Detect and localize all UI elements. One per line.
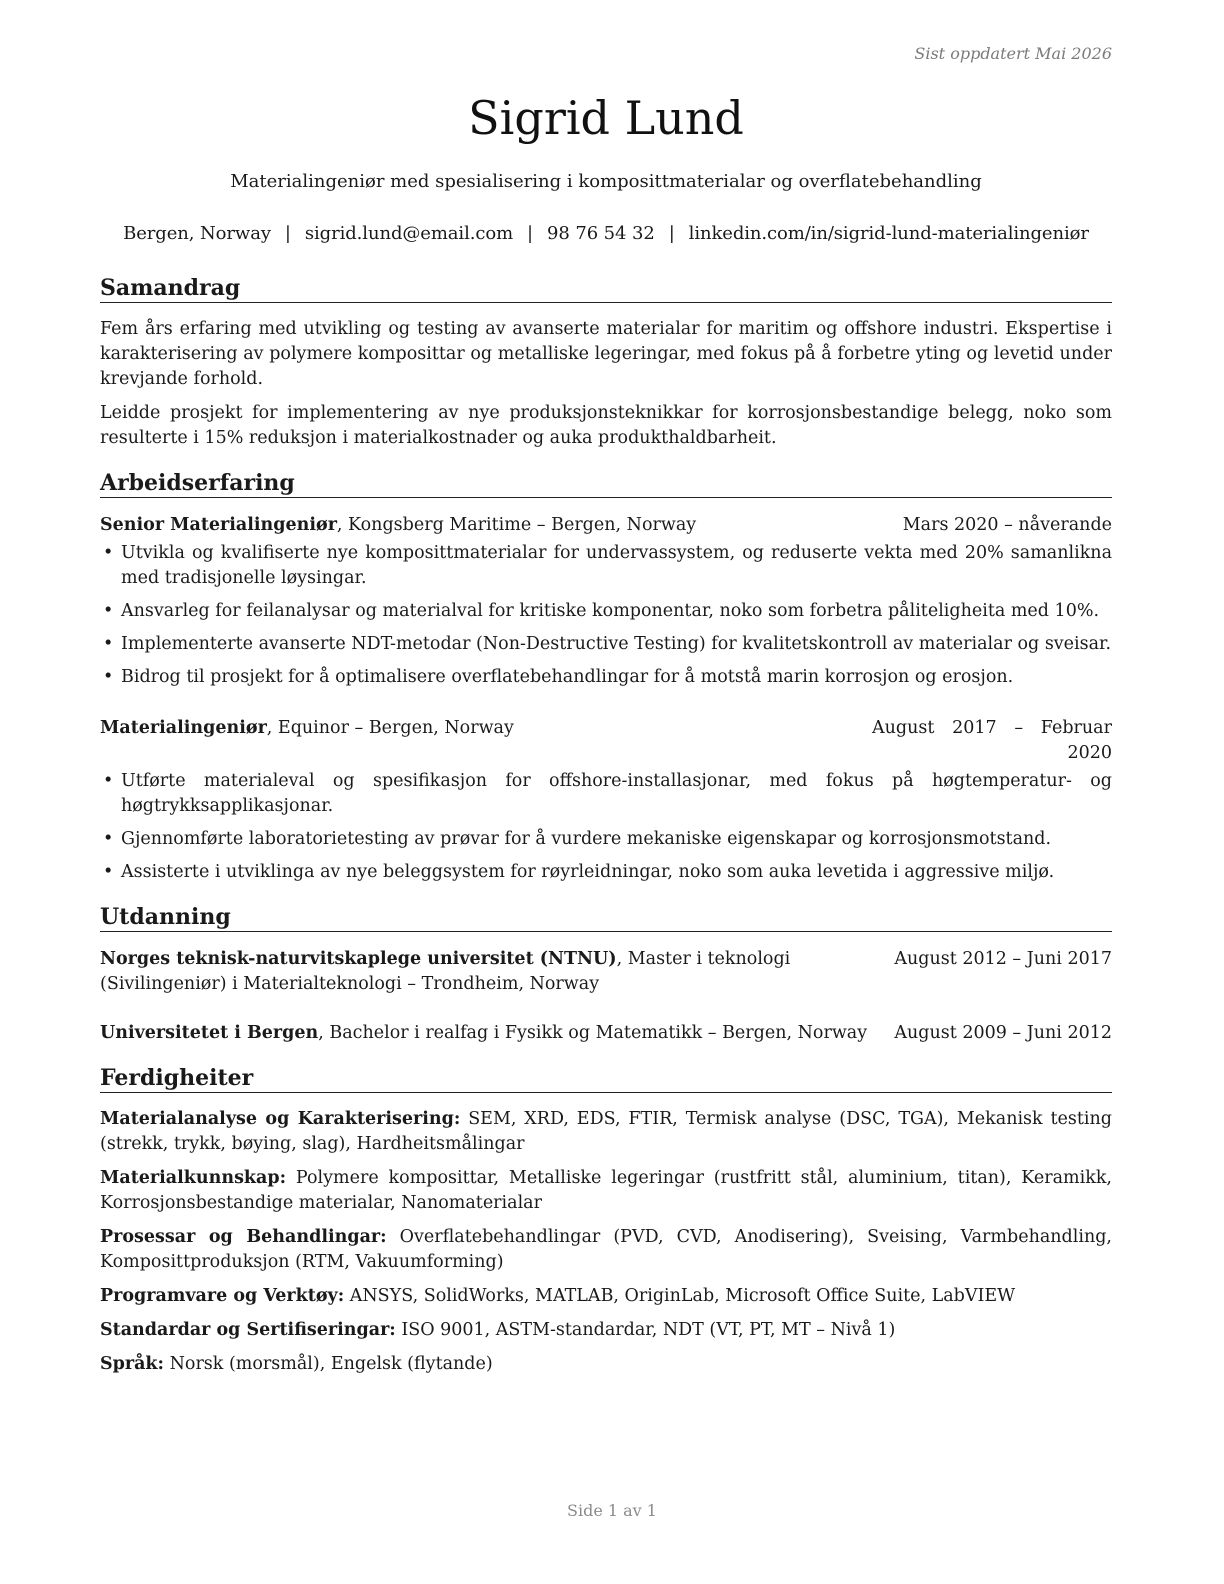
skill-value: Polymere komposittar, Metalliske legeringar (rustfritt stål, aluminium, titan), Keramikk, Korrosjonsbestandige materialar, Nanomaterialar <box>100 1168 1112 1213</box>
skill-label: Prosessar og Behandlingar: <box>100 1227 387 1247</box>
list-item: • Bidrog til prosjekt for å optimalisere overflatebehandlingar for å motstå marin korrosjon og erosjon. <box>100 665 1112 690</box>
job-org: , Equinor – Bergen, Norway <box>266 718 514 738</box>
list-item: • Utførte materialeval og spesifikasjon for offshore-installasjonar, med fokus på høgtemperatur- og høgtrykksapplikasjonar. <box>100 769 1112 819</box>
section-heading-experience: Arbeidserfaring <box>100 469 1112 498</box>
candidate-name: Sigrid Lund <box>468 91 744 145</box>
list-item: • Gjennomførte laboratorietesting av prøvar for å vurdere mekaniske eigenskapar og korrosjonsmotstand. <box>100 827 1112 852</box>
skill-value: ANSYS, SolidWorks, MATLAB, OriginLab, Microsoft Office Suite, LabVIEW <box>344 1286 1016 1306</box>
contact-linkedin[interactable]: linkedin.com/in/sigrid-lund-materialingeniør <box>688 223 1089 244</box>
degree-detail: , Bachelor i realfag i Fysikk og Matematikk – Bergen, Norway <box>318 1023 868 1043</box>
skill-label: Programvare og Verktøy: <box>100 1286 345 1306</box>
education-item <box>100 947 1112 997</box>
contact-line <box>100 222 1112 246</box>
skill-row <box>100 1107 1112 1157</box>
section-heading-education: Utdanning <box>100 903 1112 932</box>
summary-section <box>100 274 1112 451</box>
summary-paragraph: Leidde prosjekt for implementering av nye produksjonsteknikkar for korrosjonsbestandige belegg, noko som resulterte i 15% reduksjon i materialkostnader og auka produkthaldbarheit. <box>100 403 1112 448</box>
contact-email[interactable]: sigrid.lund@email.com <box>304 223 514 244</box>
contact-separator: | <box>668 223 675 244</box>
job-date: Mars 2020 – nåverande <box>902 515 1112 535</box>
job-bullets <box>100 769 1112 885</box>
skill-label: Materialanalyse og Karakterisering: <box>100 1109 461 1129</box>
contact-separator: | <box>527 223 534 244</box>
skill-label: Standardar og Sertifiseringar: <box>100 1320 396 1340</box>
degree-detail: , Master i teknologi (Sivilingeniør) i Materialteknologi – Trondheim, Norway <box>100 949 791 994</box>
section-heading-skills: Ferdigheiter <box>100 1064 1112 1093</box>
education-date: August 2009 – Juni 2012 <box>894 1023 1112 1043</box>
section-heading-summary: Samandrag <box>100 274 1112 303</box>
list-item: • Implementerte avanserte NDT-metodar (Non-Destructive Testing) for kvalitetskontroll av materialar og sveisar. <box>100 632 1112 657</box>
skill-row <box>100 1318 1112 1343</box>
skill-row <box>100 1284 1112 1309</box>
last-updated: Sist oppdatert Mai 2026 <box>914 44 1112 63</box>
list-item: • Utvikla og kvalifiserte nye komposittmaterialar for undervassystem, og reduserte vekta med 20% samanlikna med tradisjonelle løysingar. <box>100 541 1112 591</box>
job-title: Senior Materialingeniør <box>100 515 337 535</box>
skills-section <box>100 1064 1112 1377</box>
skill-value: SEM, XRD, EDS, FTIR, Termisk analyse (DSC, TGA), Mekanisk testing (strekk, trykk, bøying, slag), Hardheitsmålingar <box>100 1109 1112 1154</box>
summary-paragraph: Fem års erfaring med utvikling og testing av avanserte materialar for maritim og offshore industri. Ekspertise i karakterisering av polymere komposittar og metalliske legeringar, med fokus på å forbetre yting og levetid under krevjande forhold. <box>100 319 1112 389</box>
skill-value: Overflatebehandlingar (PVD, CVD, Anodisering), Sveising, Varmbehandling, Komposittproduksjon (RTM, Vakuumforming) <box>100 1227 1112 1272</box>
skill-row <box>100 1225 1112 1275</box>
skill-label: Språk: <box>100 1354 165 1374</box>
education-section <box>100 903 1112 1046</box>
job-title: Materialingeniør <box>100 718 267 738</box>
list-item: • Assisterte i utviklinga av nye beleggsystem for røyrleidningar, noko som auka levetida i aggressive miljø. <box>100 860 1112 885</box>
contact-phone: 98 76 54 32 <box>547 223 655 244</box>
education-date: August 2012 – Juni 2017 <box>894 949 1112 969</box>
job-bullets <box>100 541 1112 690</box>
skill-label: Materialkunnskap: <box>100 1168 287 1188</box>
education-item <box>100 1021 1112 1046</box>
list-item: • Ansvarleg for feilanalysar og materialval for kritiske komponentar, noko som forbetra påliteligheita med 10%. <box>100 599 1112 624</box>
tagline: Materialingeniør med spesialisering i komposittmaterialar og overflatebehandling <box>230 171 982 192</box>
contact-separator: | <box>284 223 291 244</box>
resume-page <box>100 0 1112 1377</box>
contact-location: Bergen, Norway <box>123 223 271 244</box>
page-footer: Side 1 av 1 <box>567 1501 657 1520</box>
job-org: , Kongsberg Maritime – Bergen, Norway <box>336 515 697 535</box>
job-date: August 2017 – Februar 2020 <box>872 718 1112 763</box>
experience-section <box>100 469 1112 885</box>
job-header <box>100 513 1112 538</box>
school-name: Norges teknisk-naturvitskaplege universitet (NTNU) <box>100 949 617 969</box>
skill-value: Norsk (morsmål), Engelsk (flytande) <box>164 1354 493 1374</box>
job-header <box>100 716 1112 766</box>
skill-row <box>100 1352 1112 1377</box>
school-name: Universitetet i Bergen <box>100 1023 319 1043</box>
skill-row <box>100 1166 1112 1216</box>
skill-value: ISO 9001, ASTM-standardar, NDT (VT, PT, MT – Nivå 1) <box>395 1320 896 1340</box>
